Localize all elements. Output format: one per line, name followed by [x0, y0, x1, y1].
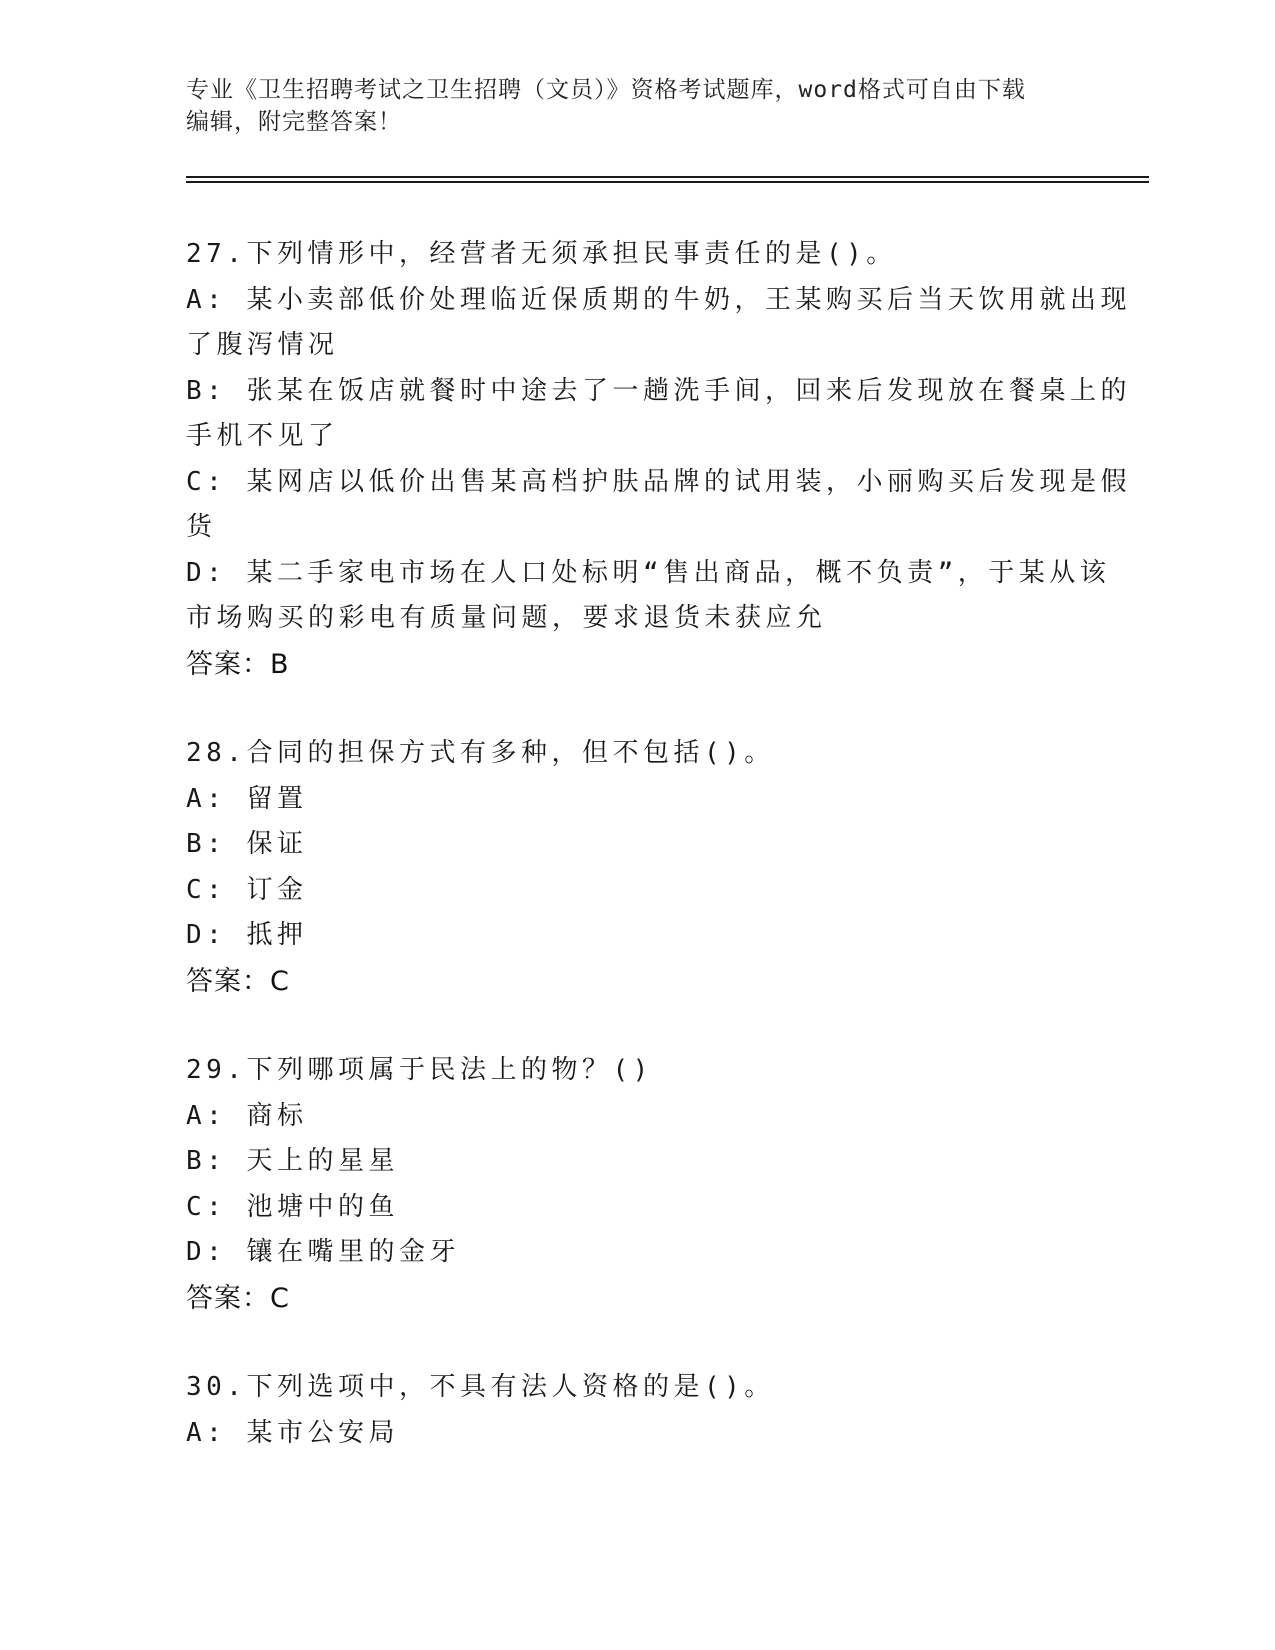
option-text-line: 了腹泻情况: [186, 330, 339, 360]
question-30: [186, 1365, 1086, 1456]
option-text-line: A: 某小卖部低价处理临近保质期的牛奶，王某购买后当天饮用就出现: [186, 284, 1131, 315]
option-d: D: 镶在嘴里的金牙: [186, 1237, 460, 1267]
option-text-line: C: 某网店以低价出售某高档护肤品牌的试用装，小丽购买后发现是假: [186, 466, 1131, 497]
question-title: 27.下列情形中，经营者无须承担民事责任的是()。: [186, 239, 897, 269]
option-text-line: 货: [186, 512, 217, 542]
header-divider-top: [186, 176, 1149, 178]
header-line-2: 编辑，附完整答案！: [186, 109, 402, 135]
option-c: C: 订金: [186, 874, 308, 905]
option-text-line: 手机不见了: [186, 421, 339, 451]
option-text-line: B: 张某在饭店就餐时中途去了一趟洗手间，回来后发现放在餐桌上的: [186, 375, 1131, 406]
answer-text: 答案：C: [186, 965, 290, 997]
option-a: A: 某市公安局: [186, 1417, 399, 1448]
header-divider-bottom: [186, 181, 1149, 183]
option-a: [186, 278, 1131, 369]
option-text-line: 市场购买的彩电有质量问题，要求退货未获应允: [186, 603, 827, 633]
question-title: 29.下列哪项属于民法上的物？(): [186, 1055, 653, 1085]
document-header: [186, 74, 1086, 138]
option-a: A: 留置: [186, 783, 308, 814]
option-b: B: 保证: [186, 829, 308, 859]
question-27: [186, 232, 1131, 687]
question-29: [186, 1048, 1086, 1321]
header-line-1: 专业《卫生招聘考试之卫生招聘（文员）》资格考试题库，word格式可自由下载: [186, 77, 1026, 103]
question-title: 30.下列选项中，不具有法人资格的是()。: [186, 1372, 775, 1402]
option-text-line: D: 某二手家电市场在人口处标明“售出商品，概不负责”，于某从该: [186, 557, 1111, 588]
option-c: [186, 460, 1131, 551]
option-b: B: 天上的星星: [186, 1146, 399, 1176]
question-title: 28.合同的担保方式有多种，但不包括()。: [186, 738, 775, 768]
option-b: [186, 369, 1131, 460]
option-c: C: 池塘中的鱼: [186, 1191, 399, 1222]
option-d: D: 抵押: [186, 920, 308, 950]
option-d: [186, 551, 1111, 642]
answer-text: 答案：B: [186, 648, 290, 680]
question-list: [186, 232, 1131, 1500]
question-28: [186, 731, 1086, 1004]
answer-text: 答案：C: [186, 1282, 290, 1314]
option-a: A: 商标: [186, 1100, 308, 1131]
